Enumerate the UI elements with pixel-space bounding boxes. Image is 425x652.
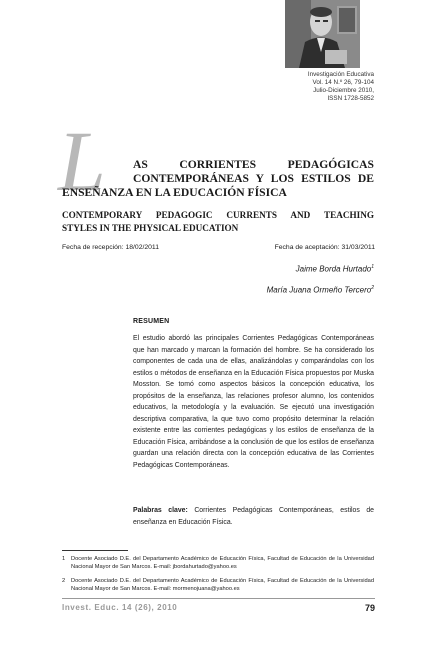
footer-citation: Invest. Educ. 14 (26), 2010 [62,603,178,612]
author-footnote-mark: 1 [371,264,374,270]
title-line-1: AS CORRIENTES PEDAGÓGICAS [133,158,374,171]
footnote-number: 2 [62,578,66,584]
footnote-1 [62,555,374,573]
abstract-body: El estudio abordó las principales Corrientes Pedagógicas Contemporáneas que han marcado y marcan la formación del hombre. Se ha considerado los componentes de cada una de ellas, analizándolas y comparándolas con los estilos o métodos de enseñanza en la Educación Física propuestos por Muska Mosston. Se tomó como aspectos básicos la concepción educativa, los propósitos de la enseñanza, las relaciones profesor alumno, los contenidos educativos, la metodología y la evaluación. Se ejecutó una investigación descriptiva comparativa, la que tuvo como propósito determinar la relación existente entre las corrientes pedagógicas y los estilos de enseñanza de la Educación Física, arribándose a la conclusión de que los estilos de enseñanza guardan una relación directa con la concepción educativa de las Corrientes Pedagógicas Contemporáneas. [133,335,374,469]
title-dropcap: L [58,113,106,209]
received-date: Fecha de recepción: 18/02/2011 [62,244,159,251]
title-line-3: ENSEÑANZA EN LA EDUCACIÓN FÍSICA [62,186,287,199]
footnote-number: 1 [62,556,66,562]
journal-portrait-image [285,0,360,68]
author-footnote-mark: 2 [371,285,374,291]
footer-divider [62,598,375,599]
keywords-text: Corrientes Pedagógicas Contemporáneas, estilos de enseñanza en Educación Física. [133,507,375,526]
author-name: Jaime Borda Hurtado [295,264,372,274]
footnote-text: Docente Asociado D.E. del Departamento Académico de Educación Física, Facultad de Educación de la Universidad Nacional Mayor de San Marcos. E-mail: jbordahurtado@yahoo.es [71,556,374,570]
page-number: 79 [364,603,375,613]
author-1 [296,262,374,275]
author-name: María Juana Ormeño Tercero [266,285,372,295]
journal-period: Julio-Diciembre 2010, [313,87,374,94]
footnote-2 [62,577,374,595]
journal-info [308,71,374,103]
english-title-line-2: STYLES IN THE PHYSICAL EDUCATION [62,223,239,233]
journal-name: Investigación Educativa [307,71,374,78]
footnote-divider [62,550,128,551]
journal-issn: ISSN 1728-5852 [327,95,374,102]
article-dates [62,243,375,252]
keywords [133,505,374,528]
abstract-heading: RESUMEN [133,318,170,325]
journal-volume: Vol. 14 N.º 26, 79-104 [312,79,374,86]
english-title-line-1: CONTEMPORARY PEDAGOGIC CURRENTS AND TEACHING [62,210,374,220]
accepted-date: Fecha de aceptación: 31/03/2011 [274,244,375,251]
author-2 [267,283,374,296]
keywords-label: Palabras clave: [133,507,188,514]
footnote-text: Docente Asociado D.E. del Departamento Académico de Educación Física, Facultad de Educación de la Universidad Nacional Mayor de San Marcos. E-mail: mormenojuana@yahoo.es [71,578,374,592]
title-line-2: CONTEMPORÁNEAS Y LOS ESTILOS DE [133,172,374,185]
